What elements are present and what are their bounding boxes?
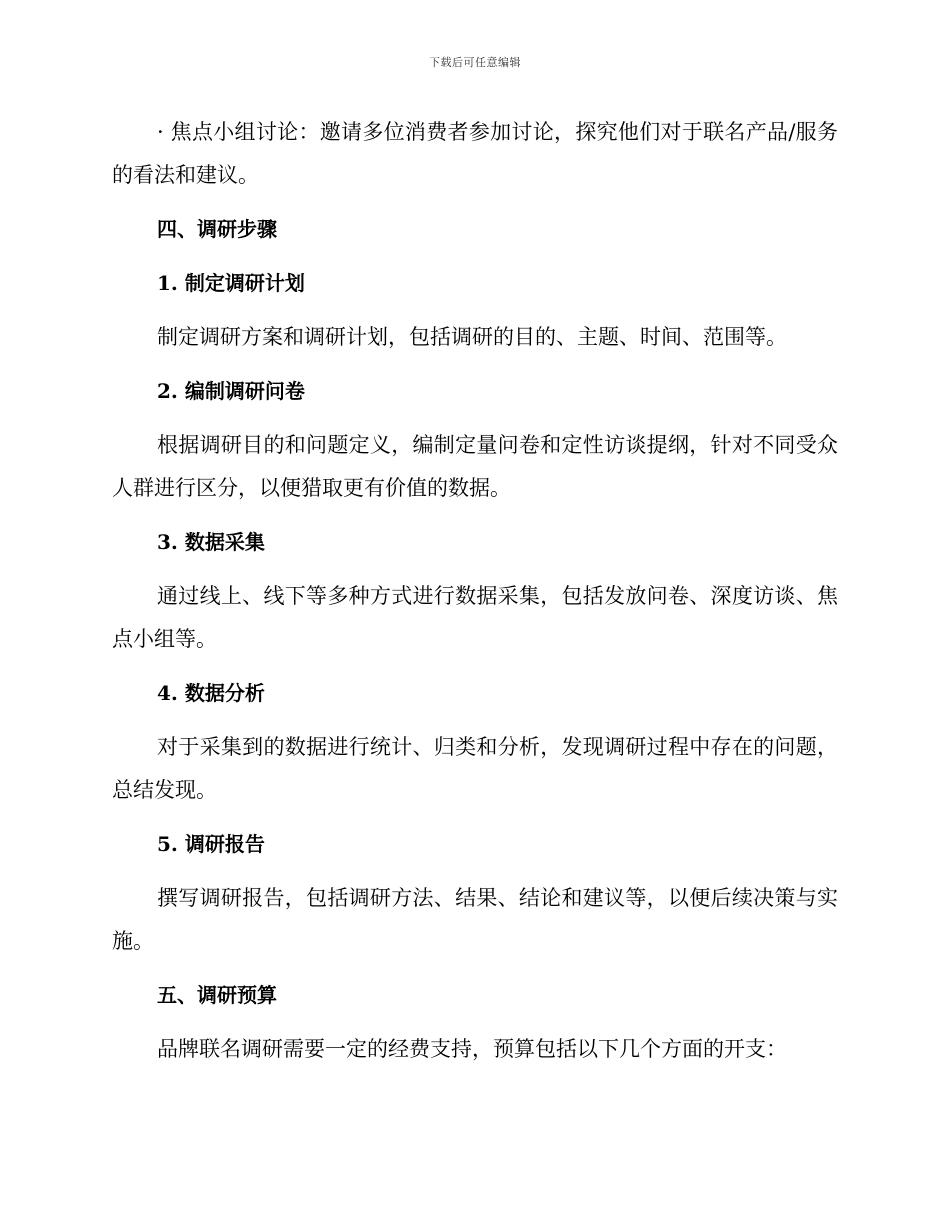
section-heading-budget: 五、调研预算 bbox=[157, 983, 277, 1007]
data-collection-paragraph: 通过线上、线下等多种方式进行数据采集，包括发放问卷、深度访谈、焦点小组等。 bbox=[112, 584, 838, 651]
page-header: 下载后可任意编辑 bbox=[429, 56, 521, 69]
budget-paragraph: 品牌联名调研需要一定的经费支持，预算包括以下几个方面的开支： bbox=[157, 1037, 787, 1061]
step-heading-data-collection: 3. 数据采集 bbox=[157, 530, 265, 554]
step-heading-report: 5. 调研报告 bbox=[157, 832, 265, 856]
plan-paragraph: 制定调研方案和调研计划，包括调研的目的、主题、时间、范围等。 bbox=[157, 325, 787, 349]
step-heading-plan: 1. 制定调研计划 bbox=[157, 271, 305, 295]
focus-group-paragraph: · 焦点小组讨论：邀请多位消费者参加讨论，探究他们对于联名产品/服务的看法和建议。 bbox=[112, 120, 838, 187]
data-analysis-paragraph: 对于采集到的数据进行统计、归类和分析，发现调研过程中存在的问题，总结发现。 bbox=[112, 735, 838, 802]
step-heading-data-analysis: 4. 数据分析 bbox=[157, 681, 265, 705]
document-body bbox=[112, 111, 838, 1082]
section-heading-research-steps: 四、调研步骤 bbox=[157, 217, 277, 241]
report-paragraph: 撰写调研报告，包括调研方法、结果、结论和建议等，以便后续决策与实施。 bbox=[112, 886, 838, 953]
questionnaire-paragraph: 根据调研目的和问题定义，编制定量问卷和定性访谈提纲，针对不同受众人群进行区分，以便猎取更有价值的数据。 bbox=[112, 433, 838, 500]
step-heading-questionnaire: 2. 编制调研问卷 bbox=[157, 379, 305, 403]
